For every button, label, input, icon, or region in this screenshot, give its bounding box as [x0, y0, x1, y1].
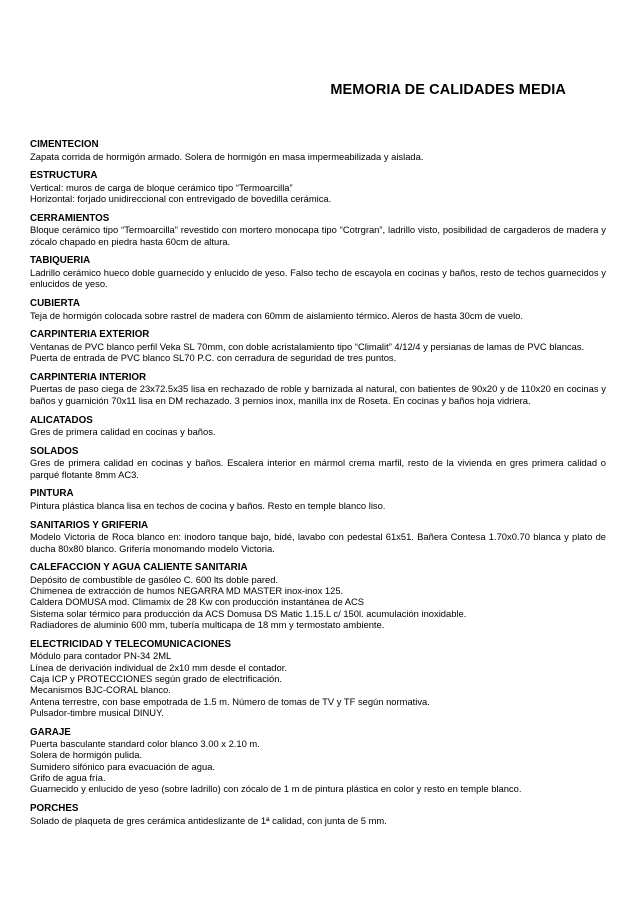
section-heading: PORCHES [30, 803, 79, 815]
section-line: Grifo de agua fría. [30, 772, 106, 783]
section-line: Chimenea de extracción de humos NEGARRA MD MASTER inox-inox 125. [30, 585, 344, 597]
section-text: Puertas de paso ciega de 23x72.5x35 lisa en rechazado de roble y barnizada al natural, con batientes de 90x20 y de 110x20 en cocinas y baños y guarnición 70x11 lisa en DM rechazado. 3 pernios inox, manilla inx de Roseta. En cocinas y baños hoja vidriera. [30, 383, 606, 406]
section [30, 329, 606, 363]
section-text: Solado de plaqueta de gres cerámica antideslizante de 1ª calidad, con junta de 5 mm. [30, 814, 387, 826]
section-heading: CARPINTERIA EXTERIOR [30, 329, 150, 341]
section [30, 298, 606, 321]
section-line: Ventanas de PVC blanco perfil Veka SL 70mm, con doble acristalamiento tipo “Climalit” 4/12/4 y persianas de lamas de PVC blancas. [30, 340, 585, 352]
section-text: Ladrillo cerámico hueco doble guarnecido y enlucido de yeso. Falso techo de escayola en cocinas y baños, resto de techos guarnecidos y enlucidos de yeso. [30, 266, 606, 290]
section-line: Vertical: muros de carga de bloque cerámico tipo “Termoarcilla” [30, 181, 293, 193]
section-heading: PINTURA [30, 488, 74, 500]
section [30, 139, 606, 162]
section-line: Pulsador-timbre musical DINUY. [30, 706, 164, 718]
section-line: Línea de derivación individual de 2x10 mm desde el contador. [30, 661, 287, 673]
section-text: Gres de primera calidad en cocinas y baños. Escalera interior en mármol crema marfil, resto de la vivienda en gres primera calidad o parqué flotante 8mm AC3. [30, 457, 606, 480]
section-line: Puerta basculante standard color blanco 3.00 x 2.10 m. [30, 738, 260, 750]
section [30, 639, 606, 718]
section-text: Gres de primera calidad en cocinas y baños. [30, 426, 216, 438]
section-line: Antena terrestre, con base empotrada de 1.5 m. Número de tomas de TV y TF según normativa. [30, 695, 430, 707]
document-title: MEMORIA DE CALIDADES MEDIA [330, 82, 566, 98]
section-heading: TABIQUERIA [30, 255, 91, 267]
section [30, 520, 606, 554]
section [30, 170, 606, 204]
section [30, 727, 606, 795]
section [30, 446, 606, 480]
section [30, 255, 606, 289]
section-heading: CUBIERTA [30, 298, 80, 310]
section-heading: GARAJE [30, 726, 71, 738]
section-line: Caja ICP y PROTECCIONES según grado de electrificación. [30, 672, 283, 684]
section-text: Teja de hormigón colocada sobre rastrel de madera con 60mm de aislamiento térmico. Aleros de hasta 30cm de vuelo. [30, 309, 523, 321]
section [30, 488, 606, 511]
section-text: Zapata corrida de hormigón armado. Solera de hormigón en masa impermeabilizada y aislada. [30, 150, 424, 162]
section-text: Modelo Victoria de Roca blanco en: inodoro tanque bajo, bidé, lavabo con pedestal 61x51. Bañera Contesa 1.70x0.70 blanca y plato de ducha 80x80 blanco. Grifería monomando modelo Victoria. [30, 531, 606, 554]
section-heading: CALEFACCION Y AGUA CALIENTE SANITARIA [30, 562, 248, 574]
section-heading: ALICATADOS [30, 414, 93, 426]
section-heading: ELECTRICIDAD Y TELECOMUNICACIONES [30, 638, 232, 650]
section-line: Sumidero sifónico para evacuación de agua. [30, 760, 216, 772]
section-line: Sistema solar térmico para producción da ACS Domusa DS Matic 1.15.L c/ 150l. acumulación inoxidable. [30, 607, 467, 619]
section-line: Caldera DOMUSA mod. Climamix de 28 Kw con producción instantánea de ACS [30, 596, 365, 608]
section-line: Radiadores de aluminio 600 mm, tubería multicapa de 18 mm y termostato ambiente. [30, 619, 385, 631]
section-heading: CARPINTERIA INTERIOR [30, 371, 147, 383]
section-line: Depósito de combustible de gasóleo C. 600 lts doble pared. [30, 573, 279, 585]
section-heading: CERRAMIENTOS [30, 212, 110, 224]
section [30, 213, 606, 247]
section [30, 803, 606, 826]
section-line: Guarnecido y enlucido de yeso (sobre ladrillo) con zócalo de 1 m de pintura plástica en color y resto en temple blanco. [30, 783, 522, 795]
section [30, 562, 606, 630]
section-text: Pintura plástica blanca lisa en techos de cocina y baños. Resto en temple blanco liso. [30, 499, 386, 511]
section-heading: SANITARIOS Y GRIFERIA [30, 519, 149, 531]
section-line: Horizontal: forjado unidireccional con entrevigado de bovedilla cerámica. [30, 193, 332, 205]
section-line: Módulo para contador PN-34 2ML [30, 650, 172, 662]
section [30, 415, 606, 438]
section-line: Mecanismos BJC-CORAL blanco. [30, 684, 171, 696]
section-line: Puerta de entrada de PVC blanco SL70 P.C. con cerradura de seguridad de tres puntos. [30, 352, 397, 364]
section-heading: SOLADOS [30, 445, 79, 457]
section-heading: CIMENTECION [30, 139, 99, 150]
section-line: Solera de hormigón pulida. [30, 749, 143, 761]
section-heading: ESTRUCTURA [30, 170, 98, 182]
document-body [30, 139, 606, 834]
section [30, 372, 606, 406]
section-text: Bloque cerámico tipo “Termoarcilla” revestido con mortero monocapa tipo “Cotrgran”, ladrillo visto, posibilidad de cargaderos de madera y zócalo chapado en piedra hasta 60cm de altura. [30, 224, 606, 247]
